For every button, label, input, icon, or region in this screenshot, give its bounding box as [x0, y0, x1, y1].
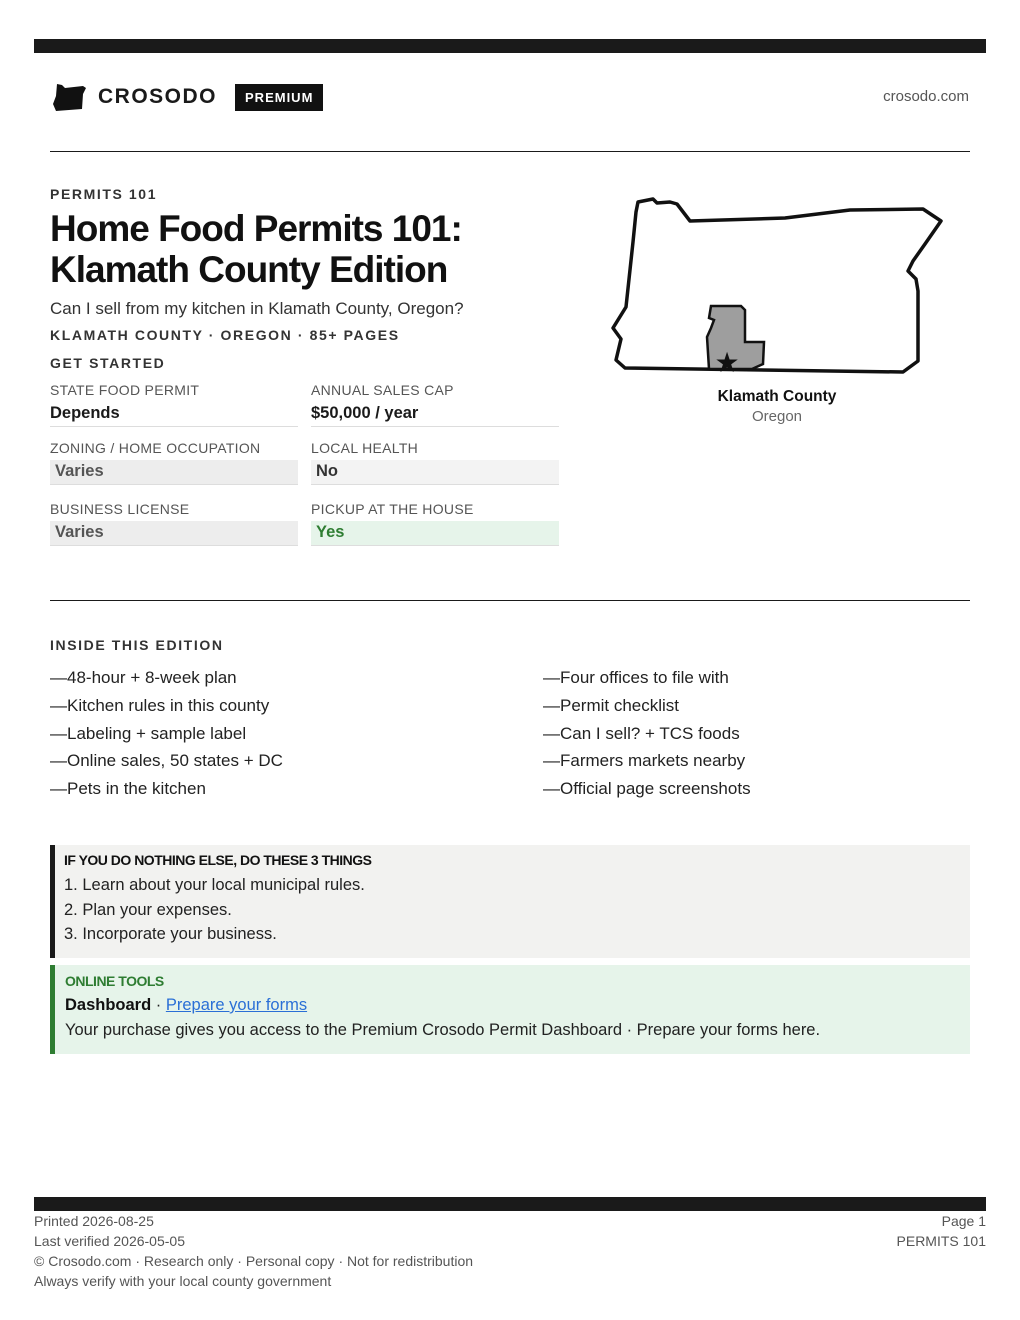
inside-list-left [50, 664, 283, 803]
dashboard-label: Dashboard [65, 996, 152, 1014]
fact-local-health [311, 440, 559, 485]
get-started-heading: GET STARTED [50, 355, 166, 371]
fact-business-license [50, 501, 298, 546]
fact-annual-sales-cap [311, 382, 559, 427]
fact-value: Varies [50, 460, 298, 485]
map-label [697, 388, 857, 425]
list-item: —Online sales, 50 states + DC [50, 751, 283, 771]
map-county-name: Klamath County [717, 388, 837, 405]
fact-label: STATE FOOD PERMIT [50, 382, 200, 398]
state-outline [613, 199, 941, 372]
top-bar [34, 39, 986, 53]
section-kicker: PERMITS 101 [50, 186, 158, 202]
list-item: —Permit checklist [543, 695, 680, 715]
footer-right [897, 1211, 986, 1251]
fact-label: BUSINESS LICENSE [50, 501, 190, 517]
list-item: —Four offices to file with [543, 668, 729, 687]
fact-label: ZONING / HOME OCCUPATION [50, 440, 261, 456]
callout-heading: IF YOU DO NOTHING ELSE, DO THESE 3 THINGS [64, 852, 372, 868]
edition-meta: KLAMATH COUNTY · OREGON · 85+ PAGES [50, 327, 400, 343]
online-tools-note: Your purchase gives you access to the Premium Crosodo Permit Dashboard · Prepare your forms here. [65, 1021, 821, 1039]
list-item: —Can I sell? + TCS foods [543, 723, 740, 743]
fact-value: Yes [311, 521, 559, 546]
callout-item: 1. Learn about your local municipal rules. [64, 876, 365, 894]
verify-note: Always verify with your local county government [34, 1273, 332, 1289]
list-item: —Official page screenshots [543, 779, 751, 799]
list-item: —Labeling + sample label [50, 723, 247, 743]
fact-label: ANNUAL SALES CAP [311, 382, 454, 398]
list-item: —48-hour + 8-week plan [50, 668, 237, 687]
separator: · [151, 996, 166, 1014]
oregon-shape-icon [52, 82, 86, 112]
page-subtitle: Can I sell from my kitchen in Klamath County, Oregon? [50, 299, 464, 318]
three-things-callout [50, 845, 970, 958]
footer-section: PERMITS 101 [896, 1233, 986, 1249]
site-link[interactable]: crosodo.com [883, 88, 969, 105]
callout-item: 2. Plan your expenses. [64, 900, 232, 919]
copyright: © Crosodo.com · Research only · Personal copy · Not for redistribution [34, 1253, 474, 1269]
printed-date: Printed 2026-08-25 [34, 1213, 154, 1229]
list-item: —Farmers markets nearby [543, 751, 746, 771]
verified-date: Last verified 2026-05-05 [34, 1233, 185, 1249]
section-divider [50, 600, 970, 601]
fact-value: $50,000 / year [311, 402, 559, 427]
fact-zoning [50, 440, 298, 485]
footer-left [34, 1211, 473, 1291]
brand-name: CROSODO [98, 85, 218, 108]
page-number: Page 1 [941, 1213, 986, 1229]
callout-item: 3. Incorporate your business. [64, 925, 277, 943]
fact-value: No [311, 460, 559, 485]
list-item: —Pets in the kitchen [50, 779, 206, 799]
bottom-bar [34, 1197, 986, 1211]
online-tools-callout [50, 965, 970, 1054]
map-state-name: Oregon [751, 408, 803, 425]
prepare-forms-link[interactable]: Prepare your forms [165, 996, 308, 1014]
county-map [605, 192, 950, 382]
fact-label: LOCAL HEALTH [311, 440, 419, 456]
fact-label: PICKUP AT THE HOUSE [311, 501, 474, 517]
list-item: —Kitchen rules in this county [50, 695, 270, 715]
fact-value: Varies [50, 521, 298, 546]
star-icon: ★ [714, 347, 740, 378]
inside-list-right [543, 664, 751, 803]
premium-badge: PREMIUM [235, 84, 323, 111]
fact-pickup-at-house [311, 501, 559, 546]
page-title: Home Food Permits 101: Klamath County Edition [50, 208, 462, 290]
inside-heading: INSIDE THIS EDITION [50, 637, 224, 653]
fact-state-food-permit [50, 382, 298, 427]
fact-value: Depends [50, 402, 298, 427]
online-tools-heading: ONLINE TOOLS [65, 973, 164, 989]
brand[interactable] [52, 80, 323, 114]
header-divider [50, 151, 970, 152]
